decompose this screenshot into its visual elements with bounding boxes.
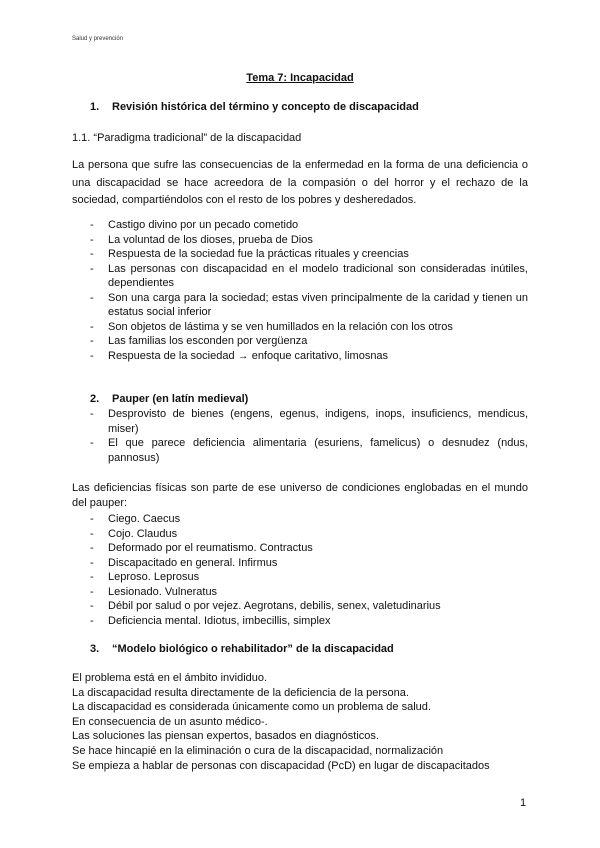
list-item: - Ciego. Caecus — [90, 512, 528, 527]
list-item: - Respuesta de la sociedad → enfoque caritativo, limosnas — [90, 349, 528, 364]
section-1-paragraph: La persona que sufre las consecuencias de la enfermedad en la forma de una deficiencia o una discapacidad se hace acreedora de la compasión o del horror y el rechazo de la sociedad, compartiéndolos con el resto de los pobres y desheredados. — [72, 159, 528, 206]
subsection-1-1-heading: 1.1. “Paradigma tradicional” de la discapacidad — [72, 132, 302, 144]
text-line: Se hace hincapié en la eliminación o cura de la discapacidad, normalización — [72, 744, 444, 757]
section-3-heading — [90, 643, 394, 655]
text-line: Se empieza a hablar de personas con discapacidad (PcD) en lugar de discapacitados — [72, 759, 490, 772]
section-3-lines — [72, 671, 528, 773]
list-item: - Leproso. Leprosus — [90, 570, 528, 585]
list-item: - Respuesta de la sociedad fue la prácticas rituales y creencias — [90, 247, 528, 262]
list-item: - Son objetos de lástima y se ven humillados en la relación con los otros — [90, 320, 528, 335]
text-line: En consecuencia de un asunto médico-. — [72, 715, 268, 728]
list-item: - Débil por salud o por vejez. Aegrotans, debilis, senex, valetudinarius — [90, 599, 528, 614]
list-item: - El que parece deficiencia alimentaria (esuriens, famelicus) o desnudez (ndus, pannosus) — [90, 436, 528, 465]
list-item: - La voluntad de los dioses, prueba de Dios — [90, 233, 528, 248]
list-item: - Discapacitado en general. Infirmus — [90, 556, 528, 571]
section-2-heading-text: Pauper (en latín medieval) — [112, 393, 249, 405]
section-1-heading-text: Revisión histórica del término y concepto de discapacidad — [112, 101, 419, 113]
list-item: - Lesionado. Vulneratus — [90, 585, 528, 600]
text-line: La discapacidad resulta directamente de la deficiencia de la persona. — [72, 686, 409, 699]
list-item: - Las familias los esconden por vergüenza — [90, 334, 528, 349]
list-item: - Castigo divino por un pecado cometido — [90, 218, 528, 233]
section-1-number: 1. — [90, 101, 100, 113]
text-line: El problema está en el ámbito invididuo. — [72, 672, 268, 684]
section-1-heading — [90, 101, 419, 113]
list-item: - Cojo. Claudus — [90, 527, 528, 542]
text-line: La discapacidad es considerada únicamente como un problema de salud. — [72, 701, 431, 714]
section-2-number: 2. — [90, 393, 100, 405]
running-header: Salud y prevención — [72, 36, 124, 42]
section-2-bullet-list — [90, 407, 528, 465]
list-item: - Deficiencia mental. Idiotus, imbecillis, simplex — [90, 614, 528, 629]
section-1-bullet-list — [90, 218, 528, 363]
section-2-paragraph: Las deficiencias físicas son parte de ese universo de condiciones englobadas en el mundo del pauper: — [72, 482, 528, 509]
page-number: 1 — [520, 797, 527, 809]
section-3-heading-text: “Modelo biológico o rehabilitador” de la discapacidad — [112, 643, 394, 655]
list-item: - Las personas con discapacidad en el modelo tradicional son consideradas inútiles, dependientes — [90, 262, 528, 291]
list-item: - Son una carga para la sociedad; estas viven principalmente de la caridad y tienen un estatus social inferior — [90, 291, 528, 320]
section-2-condition-list — [90, 512, 528, 628]
section-2-heading — [90, 393, 248, 405]
list-item: - Desprovisto de bienes (engens, egenus, indigens, inops, insuficiencs, mendicus, miser) — [90, 407, 528, 436]
page-title: Tema 7: Incapacidad — [246, 72, 354, 84]
text-line: Las soluciones las piensan expertos, basados en diagnósticos. — [72, 730, 379, 743]
list-item: - Deformado por el reumatismo. Contractus — [90, 541, 528, 556]
section-3-number: 3. — [90, 643, 100, 655]
